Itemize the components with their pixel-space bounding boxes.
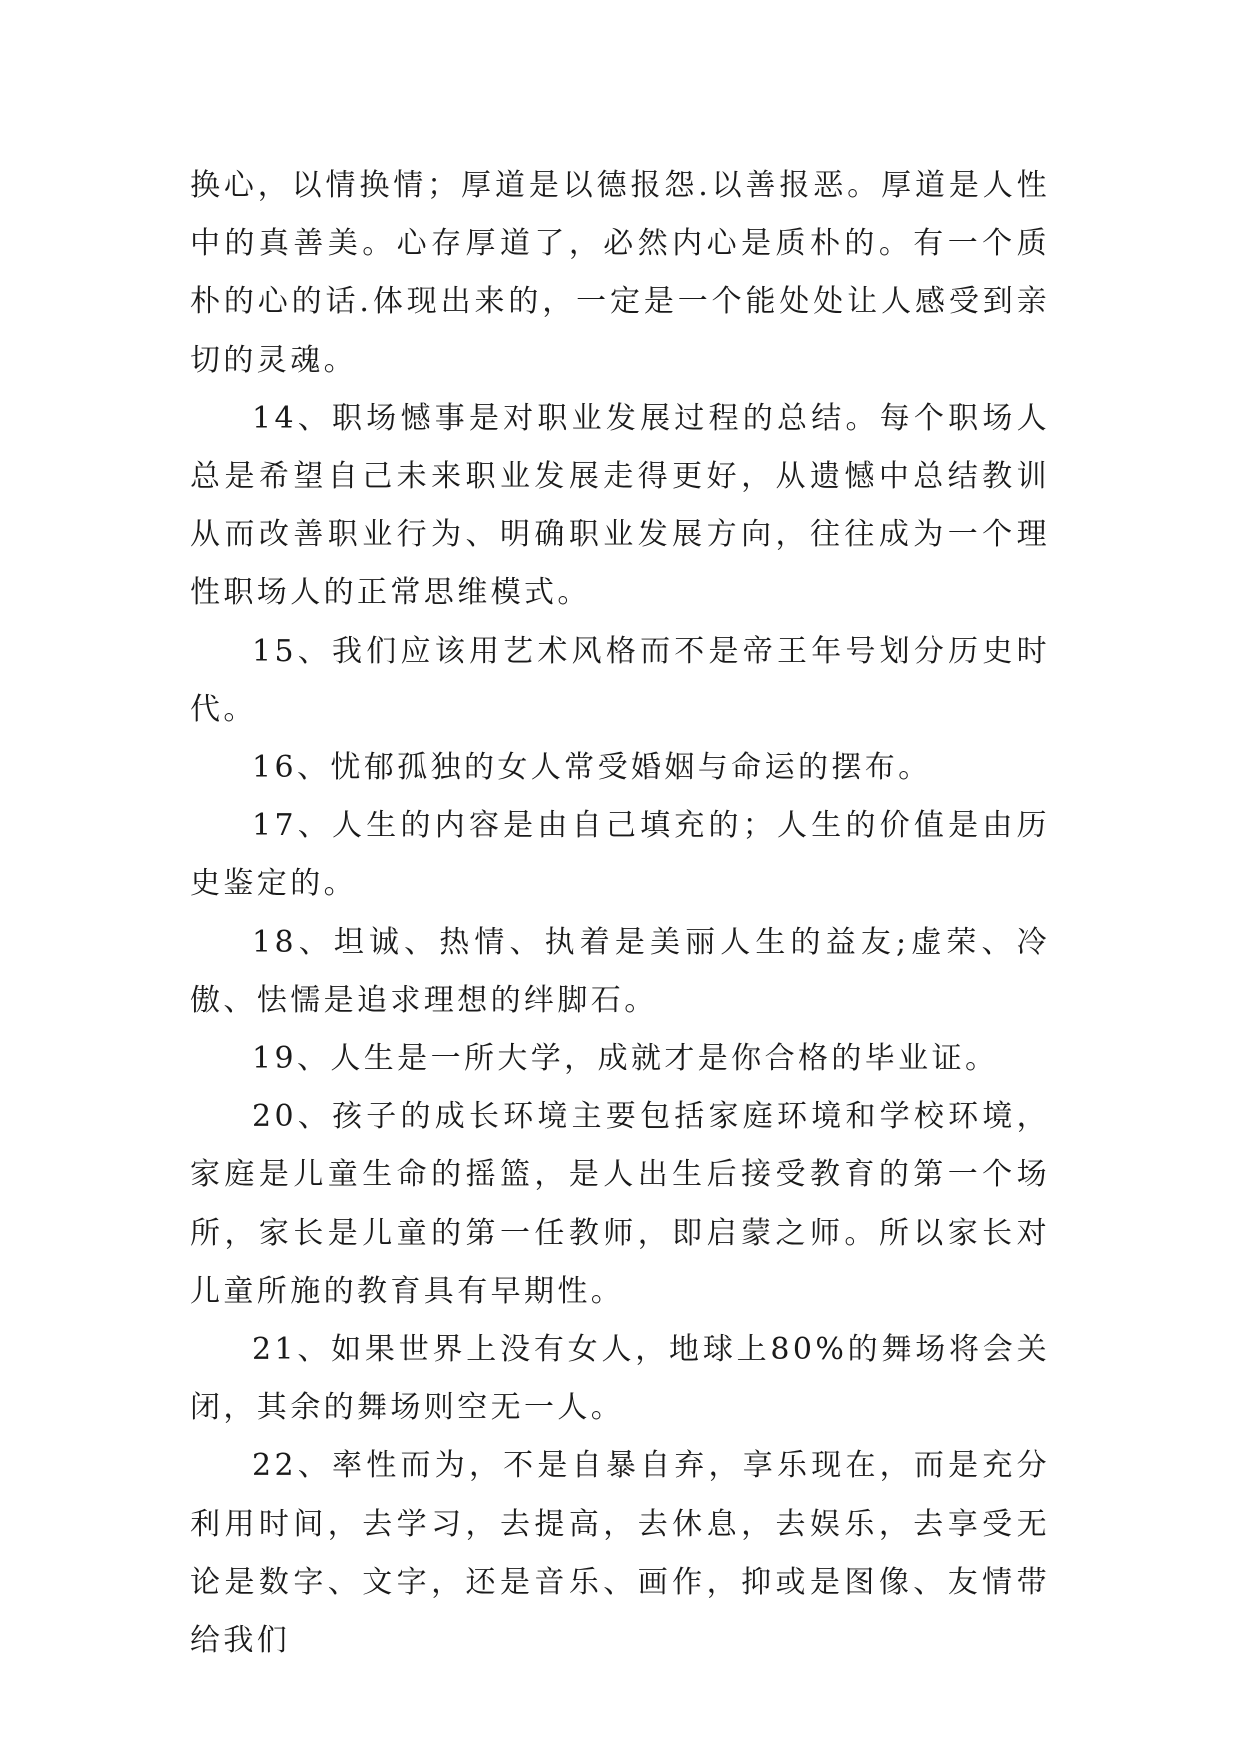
paragraph-item-17: 17、人生的内容是由自己填充的；人生的价值是由历史鉴定的。 xyxy=(190,808,1050,902)
paragraph-continuation: 换心，以情换情；厚道是以德报怨.以善报恶。厚道是人性中的真善美。心存厚道了，必然内心是质朴的。有一个质朴的心的话.体现出来的，一定是一个能处处让人感受到亲切的灵魂。 xyxy=(190,168,1050,378)
paragraph-item-16: 16、忧郁孤独的女人常受婚姻与命运的摆布。 xyxy=(252,750,932,786)
paragraph-item-21: 21、如果世界上没有女人，地球上80%的舞场将会关闭，其余的舞场则空无一人。 xyxy=(190,1332,1050,1426)
document-page xyxy=(190,157,1050,1670)
paragraph-item-22: 22、率性而为，不是自暴自弃，享乐现在，而是充分利用时间，去学习，去提高，去休息，去娱乐，去享受无论是数字、文字，还是音乐、画作，抑或是图像、友情带给我们 xyxy=(190,1448,1050,1659)
paragraph-item-20: 20、孩子的成长环境主要包括家庭环境和学校环境，家庭是儿童生命的摇篮，是人出生后接受教育的第一个场所，家长是儿童的第一任教师，即启蒙之师。所以家长对儿童所施的教育具有早期性。 xyxy=(190,1099,1050,1309)
paragraph-item-18: 18、坦诚、热情、执着是美丽人生的益友;虚荣、冷傲、怯懦是追求理想的绊脚石。 xyxy=(190,924,1050,1018)
paragraph-item-19: 19、人生是一所大学，成就才是你合格的毕业证。 xyxy=(252,1041,999,1077)
paragraph-item-14: 14、职场憾事是对职业发展过程的总结。每个职场人总是希望自己未来职业发展走得更好，从遗憾中总结教训从而改善职业行为、明确职业发展方向，往往成为一个理性职场人的正常思维模式。 xyxy=(190,400,1050,611)
paragraph-item-15: 15、我们应该用艺术风格而不是帝王年号划分历史时代。 xyxy=(190,633,1050,727)
